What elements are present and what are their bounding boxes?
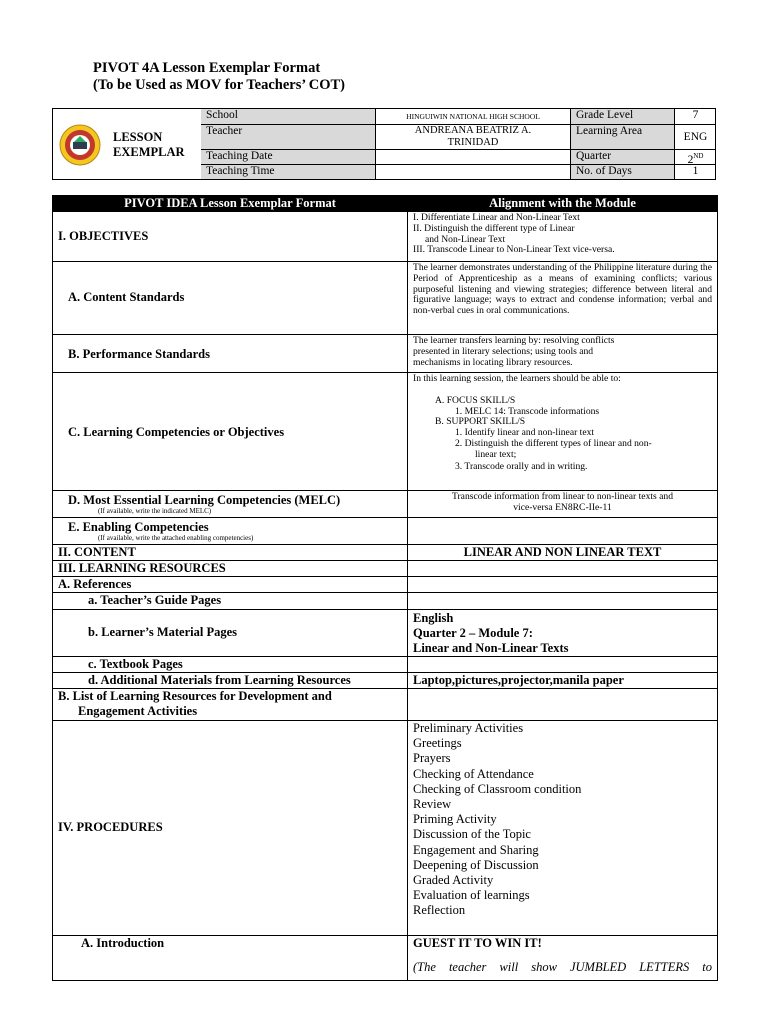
- learning-area-label: Learning Area: [571, 125, 675, 150]
- textbook-label: c. Textbook Pages: [88, 657, 183, 671]
- list-item: Graded Activity: [413, 873, 494, 888]
- learners-material-cell: English Quarter 2 – Module 7: Linear and Non-Linear Texts: [413, 611, 569, 655]
- competencies-cell: In this learning session, the learners should be able to: A. FOCUS SKILL/S 1. MELC 14: Transcode informations B. SUPPORT SKILL/S 1. Identify linear and non-linear text 2. Distinguish the different types of linear and non- linear text; 3. Transcode orally and in writing.: [413, 373, 652, 472]
- resources-label: III. LEARNING RESOURCES: [58, 561, 226, 575]
- content-standards-text: The learner demonstrates understanding of the Philippine literature during the Period of Apprenticeship as a means of examining conflicts; various purposeful listening and viewing strategies; difference between literal and figurative language; ways to extract and condense information; verbal and non-verbal cues in oral communications.: [413, 262, 712, 317]
- performance-standards-label: B. Performance Standards: [68, 347, 210, 361]
- additional-materials-value: Laptop,pictures,projector,manila paper: [413, 673, 624, 687]
- list-resources-label-2: Engagement Activities: [78, 704, 198, 718]
- competencies-row: [53, 373, 717, 491]
- teaching-date-label: Teaching Date: [201, 150, 376, 165]
- additional-materials-row: [53, 673, 717, 689]
- textbook-row: [53, 657, 717, 673]
- teachers-guide-row: [53, 593, 717, 610]
- list-item: Prayers: [413, 751, 451, 766]
- days-value: 1: [692, 165, 699, 177]
- content-value: LINEAR AND NON LINEAR TEXT: [463, 545, 662, 559]
- lesson-exemplar-label: LESSON EXEMPLAR: [113, 130, 185, 159]
- objectives-cell: I. Differentiate Linear and Non-Linear Text II. Distinguish the different type of Linear and Non-Linear Text III. Transcode Linear to Non-Linear Text vice-versa.: [413, 212, 615, 256]
- lesson-exemplar-table: [52, 195, 718, 981]
- teaching-date-value: [376, 150, 571, 165]
- enabling-label: E. Enabling Competencies: [68, 520, 209, 534]
- content-label: II. CONTENT: [58, 545, 136, 559]
- performance-standards-cell: The learner transfers learning by: resolving conflicts presented in literary selections; using tools and mechanisms in locating library resources.: [413, 335, 615, 368]
- enabling-note: (If available, write the attached enabling competencies): [98, 534, 254, 542]
- col2-header: Alignment with the Module: [489, 196, 636, 210]
- list-item: Engagement and Sharing: [413, 842, 539, 857]
- resources-row: [53, 561, 717, 577]
- introduction-row: [53, 936, 717, 980]
- objectives-label: I. OBJECTIVES: [58, 229, 149, 243]
- teaching-time-value: [376, 165, 571, 179]
- list-resources-row: [53, 689, 717, 721]
- grade-level-value: 7: [675, 109, 716, 125]
- logo-area: [53, 109, 202, 179]
- heading-line-1: PIVOT 4A Lesson Exemplar Format: [93, 60, 321, 76]
- list-item: Preliminary Activities: [413, 721, 524, 735]
- procedures-row: [53, 721, 717, 936]
- teaching-time-label: Teaching Time: [201, 165, 376, 179]
- teachers-guide-label: a. Teacher’s Guide Pages: [88, 593, 222, 607]
- school-label: School: [201, 109, 376, 125]
- learning-area-value: ENG: [675, 125, 716, 150]
- list-item: Priming Activity: [413, 812, 497, 827]
- list-resources-label-1: B. List of Learning Resources for Development and: [58, 689, 332, 703]
- references-row: [53, 577, 717, 593]
- objectives-row: [53, 212, 717, 262]
- melc-cell: Transcode information from linear to non-linear texts and vice-versa EN8RC-IIe-11: [451, 491, 674, 513]
- introduction-cell: [408, 936, 717, 980]
- teacher-label: Teacher: [201, 125, 376, 150]
- list-item: Deepening of Discussion: [413, 857, 539, 872]
- content-row: [53, 545, 717, 561]
- list-item: Greetings: [413, 736, 462, 751]
- content-standards-row: [53, 262, 717, 335]
- learners-material-row: [53, 610, 717, 657]
- procedures-label: IV. PROCEDURES: [58, 820, 163, 834]
- list-item: Evaluation of learnings: [413, 888, 530, 903]
- introduction-label: A. Introduction: [81, 936, 165, 950]
- list-item: Reflection: [413, 903, 466, 918]
- quarter-value: 2ND: [675, 150, 716, 165]
- performance-standards-row: [53, 335, 717, 373]
- quarter-label: Quarter: [571, 150, 675, 165]
- teacher-value: ANDREANA BEATRIZ A. TRINIDAD: [376, 125, 571, 150]
- references-label: A. References: [58, 577, 132, 591]
- competencies-label: C. Learning Competencies or Objectives: [68, 425, 285, 439]
- school-seal-icon: [59, 124, 101, 166]
- introduction-title: GUEST IT TO WIN IT!: [413, 936, 542, 950]
- list-item: Checking of Classroom condition: [413, 781, 582, 796]
- list-item: Review: [413, 797, 452, 812]
- content-standards-label: A. Content Standards: [68, 290, 185, 304]
- school-value: HINGUIWIN NATIONAL HIGH SCHOOL: [376, 109, 571, 125]
- list-item: Discussion of the Topic: [413, 827, 531, 842]
- list-item: Checking of Attendance: [413, 766, 534, 781]
- col1-header: PIVOT IDEA Lesson Exemplar Format: [53, 196, 408, 211]
- lesson-info-table: [52, 108, 716, 180]
- introduction-text: (The teacher will show JUMBLED LETTERS to: [413, 960, 712, 974]
- enabling-row: [53, 518, 717, 545]
- enabling-cell: [408, 518, 717, 544]
- days-label: No. of Days: [571, 165, 675, 179]
- learners-material-label: b. Learner’s Material Pages: [88, 625, 238, 639]
- melc-row: [53, 491, 717, 518]
- additional-materials-label: d. Additional Materials from Learning Resources: [88, 673, 351, 687]
- table-header-row: [53, 196, 717, 212]
- heading-line-2: (To be Used as MOV for Teachers’ COT): [93, 77, 346, 93]
- grade-level-label: Grade Level: [571, 109, 675, 125]
- melc-label: D. Most Essential Learning Competencies (MELC): [68, 493, 341, 507]
- procedures-list: [408, 721, 717, 935]
- melc-note: (If available, write the indicated MELC): [98, 507, 212, 515]
- page-heading: [93, 60, 345, 94]
